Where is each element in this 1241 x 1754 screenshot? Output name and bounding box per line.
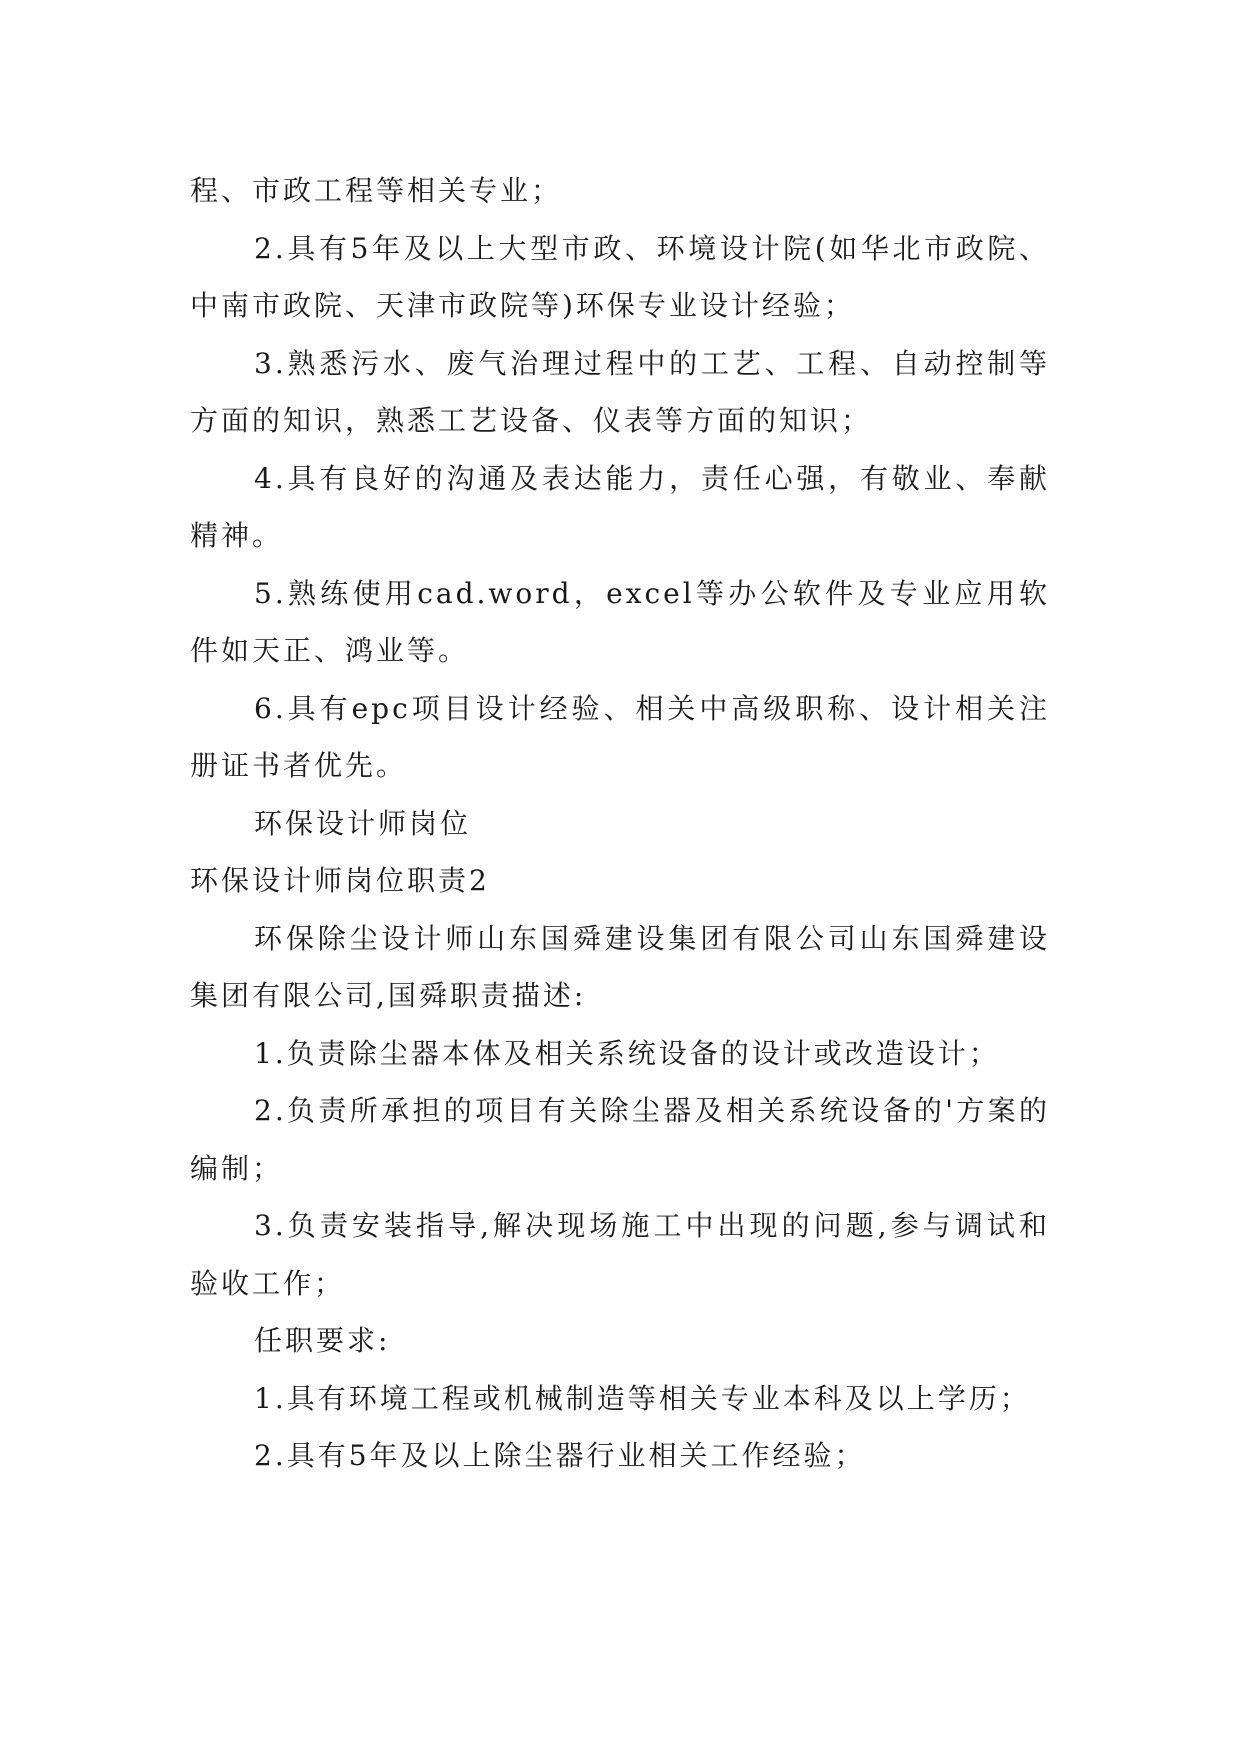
section-title: 环保设计师岗位职责2 <box>190 864 490 897</box>
requirements-heading: 任职要求: <box>254 1324 391 1357</box>
paragraph: 2.负责所承担的项目有关除尘器及相关系统设备的'方案的编制； <box>190 1094 1050 1185</box>
paragraph: 环保除尘设计师山东国舜建设集团有限公司山东国舜建设集团有限公司,国舜职责描述: <box>190 921 1050 1012</box>
paragraph: 2.具有5年及以上除尘器行业相关工作经验； <box>254 1439 866 1472</box>
paragraph: 5.熟练使用cad.word，excel等办公软件及专业应用软件如天正、鸿业等。 <box>190 576 1050 667</box>
paragraph: 3.熟悉污水、废气治理过程中的工艺、工程、自动控制等方面的知识，熟悉工艺设备、仪表等方面的知识； <box>190 346 1050 437</box>
section-heading: 环保设计师岗位 <box>254 806 472 840</box>
paragraph: 6.具有epc项目设计经验、相关中高级职称、设计相关注册证书者优先。 <box>190 691 1050 782</box>
document-body <box>190 162 1050 1485</box>
paragraph: 4.具有良好的沟通及表达能力，责任心强，有敬业、奉献精神。 <box>190 461 1050 552</box>
paragraph: 程、市政工程等相关专业； <box>190 174 563 207</box>
paragraph: 1.具有环境工程或机械制造等相关专业本科及以上学历； <box>254 1381 1031 1415</box>
paragraph: 3.负责安装指导,解决现场施工中出现的问题,参与调试和验收工作； <box>190 1209 1050 1300</box>
paragraph: 1.负责除尘器本体及相关系统设备的设计或改造设计； <box>254 1036 1000 1070</box>
paragraph: 2.具有5年及以上大型市政、环境设计院(如华北市政院、中南市政院、天津市政院等)环保专业设计经验； <box>190 231 1050 322</box>
